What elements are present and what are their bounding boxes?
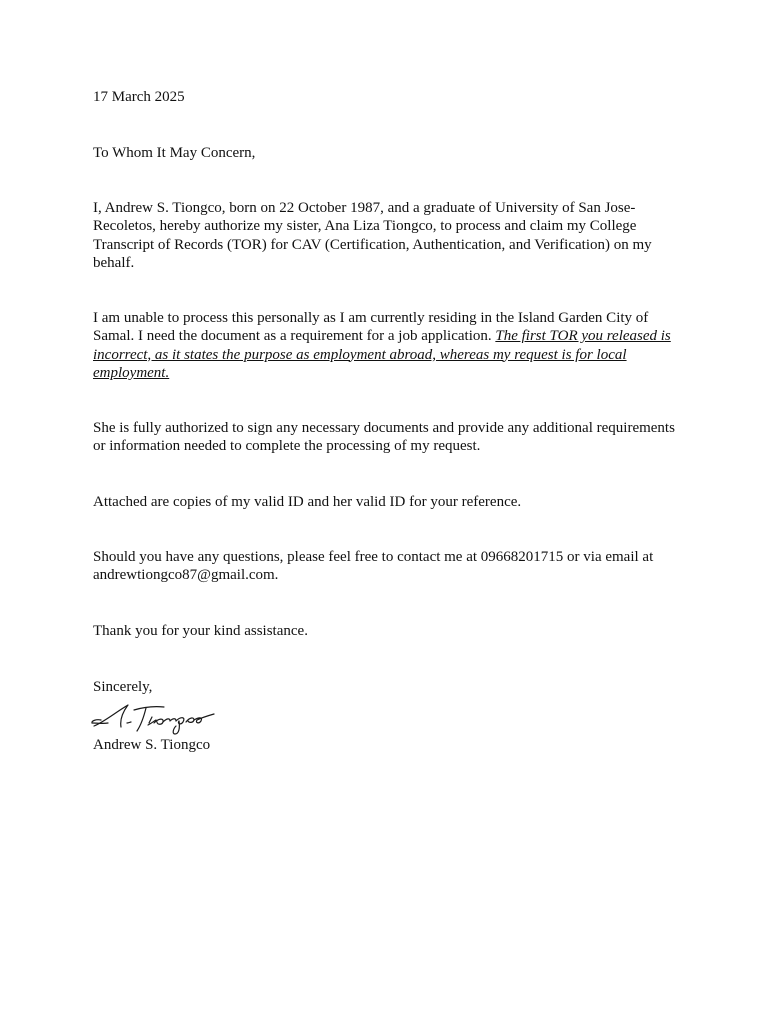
letter-closing: Sincerely, bbox=[93, 679, 153, 695]
paragraph-authority: She is fully authorized to sign any necessary documents and provide any additional requirements or information needed to complete the processing of my request. bbox=[93, 420, 675, 455]
letter-date: 17 March 2025 bbox=[93, 89, 185, 105]
handwritten-signature bbox=[90, 699, 230, 739]
paragraph-thanks: Thank you for your kind assistance. bbox=[93, 623, 308, 639]
letter-salutation: To Whom It May Concern, bbox=[93, 145, 256, 161]
paragraph-authorization: I, Andrew S. Tiongco, born on 22 October 1987, and a graduate of University of San Jose-Recoletos, hereby authorize my sister, Ana Liza Tiongco, to process and claim my College Transcript of Records (TOR) for CAV (Certification, Authentication, and Verification) on my behalf. bbox=[93, 200, 652, 271]
paragraph-reason bbox=[93, 309, 683, 382]
paragraph-contact: Should you have any questions, please feel free to contact me at 09668201715 or via email at andrewtiongco87@gmail.com. bbox=[93, 549, 654, 584]
paragraph-reason-text: I am unable to process this personally as I am currently residing in the Island Garden City of Samal. I need the document as a requirement for a job application. bbox=[93, 310, 649, 345]
signatory-name: Andrew S. Tiongco bbox=[93, 737, 211, 753]
paragraph-attachments: Attached are copies of my valid ID and her valid ID for your reference. bbox=[93, 494, 522, 510]
paragraph-reason-emphasis: The first TOR you released is incorrect, as it states the purpose as employment abroad, whereas my request is for local employment. bbox=[93, 328, 671, 381]
